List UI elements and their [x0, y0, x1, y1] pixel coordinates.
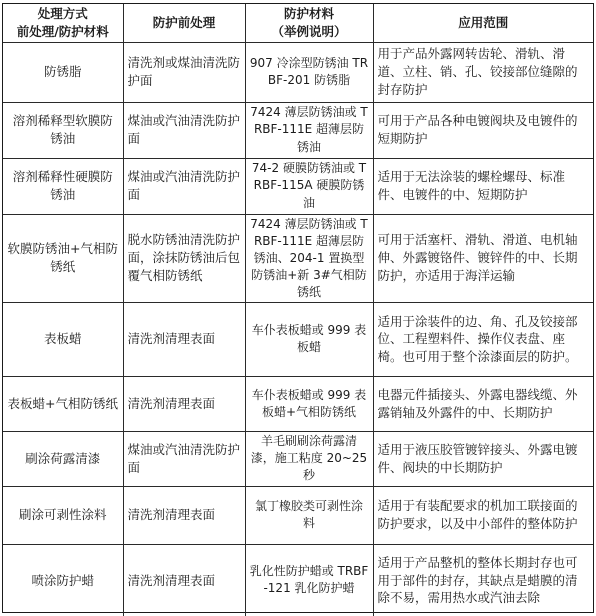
cell-method: 防锈脂 [3, 42, 123, 102]
cell-scope: 适用于产品整机的整体长期封存也可用于部件的封存，其缺点是蜡膜的清除不易，需用热水或汽油去除 [373, 544, 593, 616]
table-row [3, 102, 593, 158]
table-row [3, 431, 593, 486]
cell-scope: 适用于液压胶管镀锌接头、外露电镀件、阀块的中长期防护 [373, 431, 593, 486]
cell-scope: 适用于有装配要求的机加工联接面的防护要求，以及中小部件的整体防护 [373, 486, 593, 544]
cell-pretreatment: 清洗剂或煤油清洗防护面 [123, 42, 245, 102]
header-material-line1: 防护材料 [283, 6, 334, 21]
table-row [3, 376, 593, 431]
cell-scope: 适用于涂装件的边、角、孔及铰接部位、工程塑料件、操作仪表盘、座椅。也可用于整个涂漆面层的防护。 [373, 302, 593, 376]
header-scope: 应用范围 [373, 4, 593, 42]
cell-scope: 可用于活塞杆、滑轨、滑道、电机轴伸、外露镀铬件、镀锌件的中、长期防护，亦适用于海洋运输 [373, 214, 593, 302]
table-row [3, 302, 593, 376]
header-material-line2: （举例说明） [271, 23, 347, 39]
cell-method: 溶剂稀释性硬膜防锈油 [3, 158, 123, 214]
cell-method: 刷涂荷露清漆 [3, 431, 123, 486]
cell-scope: 适用于无法涂装的螺栓螺母、标准件、电镀件的中、短期防护 [373, 158, 593, 214]
cell-scope: 电器元件插接头、外露电器线缆、外露销轴及外露件的中、长期防护 [373, 376, 593, 431]
cell-method: 喷涂防护蜡 [3, 544, 123, 616]
cell-material: 907 冷涂型防锈油 TRBF-201 防锈脂 [245, 42, 373, 102]
cell-material: 74-2 硬膜防锈油或 TRBF-115A 硬膜防锈油 [245, 158, 373, 214]
table-row [3, 158, 593, 214]
cell-pretreatment: 清洗剂清理表面 [123, 544, 245, 616]
cell-scope: 可用于产品各种电镀阀块及电镀件的短期防护 [373, 102, 593, 158]
cell-material: 氯丁橡胶类可剥性涂料 [245, 486, 373, 544]
cell-method: 溶剂稀释型软膜防锈油 [3, 102, 123, 158]
protection-table [3, 4, 593, 616]
cell-material: 7424 薄层防锈油或 TRBF-111E 超薄层防锈油 [245, 102, 373, 158]
cell-material: 车仆表板蜡或 999 表板蜡+气相防锈纸 [245, 376, 373, 431]
header-method [3, 4, 123, 42]
cell-method: 表板蜡+气相防锈纸 [3, 376, 123, 431]
cell-method: 表板蜡 [3, 302, 123, 376]
table-row [3, 486, 593, 544]
cell-pretreatment: 清洗剂清理表面 [123, 376, 245, 431]
cell-pretreatment: 煤油或汽油清洗防护面 [123, 431, 245, 486]
cell-pretreatment: 煤油或汽油清洗防护面 [123, 158, 245, 214]
cell-pretreatment: 清洗剂清理表面 [123, 486, 245, 544]
table-row [3, 42, 593, 102]
cell-material: 车仆表板蜡或 999 表板蜡 [245, 302, 373, 376]
header-method-line1: 处理方式 [37, 6, 88, 21]
cell-material: 7424 薄层防锈油或 TRBF-111E 超薄层防锈油、204-1 置换型防锈油+新 3#气相防锈纸 [245, 214, 373, 302]
header-pretreatment: 防护前处理 [123, 4, 245, 42]
cell-method: 刷涂可剥性涂料 [3, 486, 123, 544]
header-method-line2: 前处理/防护材料 [16, 23, 109, 39]
table-header-row [3, 4, 593, 42]
table-row [3, 214, 593, 302]
cell-pretreatment: 煤油或汽油清洗防护面 [123, 102, 245, 158]
table-row [3, 544, 593, 616]
cell-scope: 用于产品外露网转齿轮、滑轨、滑道、立柱、销、孔、铰接部位缝隙的封存防护 [373, 42, 593, 102]
cell-pretreatment: 清洗剂清理表面 [123, 302, 245, 376]
header-material [245, 4, 373, 42]
cell-method: 软膜防锈油+气相防锈纸 [3, 214, 123, 302]
cell-material: 羊毛刷刷涂荷露清漆，施工粘度 20~25 秒 [245, 431, 373, 486]
protection-table-frame [2, 3, 594, 613]
cell-material: 乳化性防护蜡或 TRBF-121 乳化防护蜡 [245, 544, 373, 616]
cell-pretreatment: 脱水防锈油清洗防护面，涂抹防锈油后包覆气相防锈纸 [123, 214, 245, 302]
